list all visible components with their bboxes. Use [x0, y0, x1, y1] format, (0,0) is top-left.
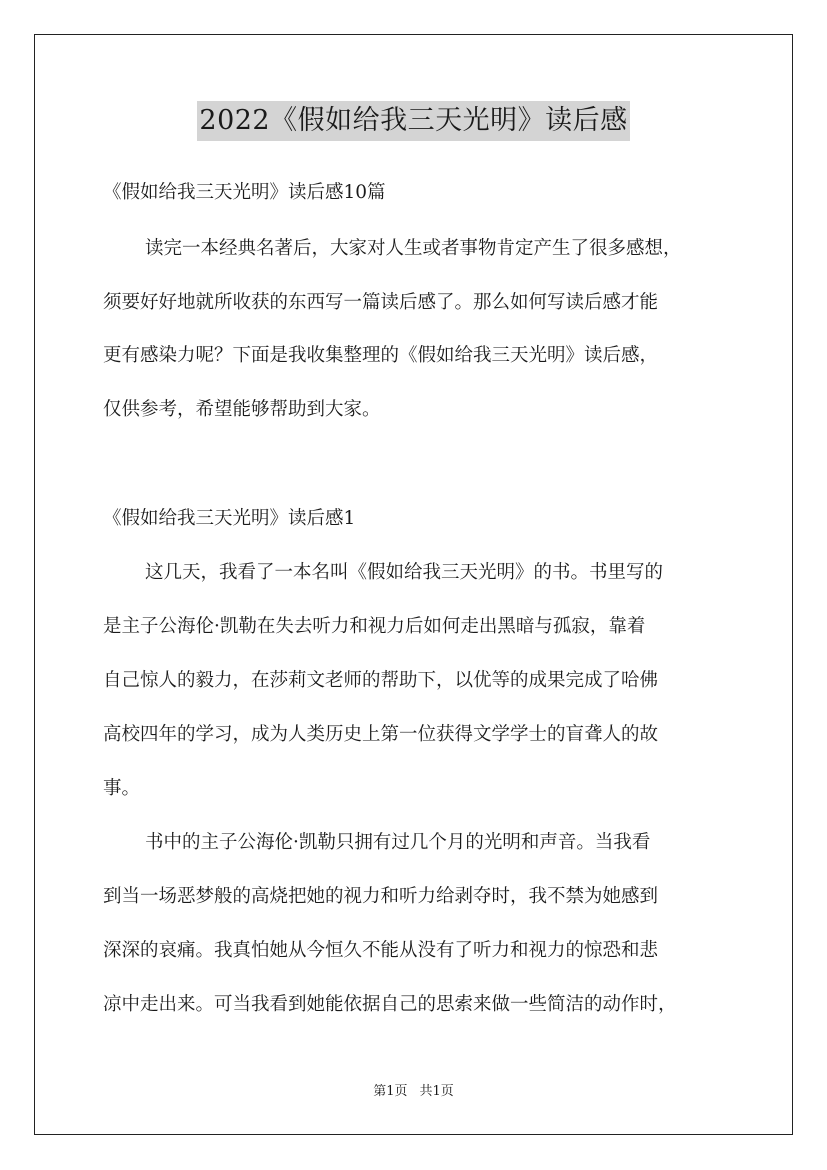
paragraph-line: 书中的主子公海伦·凯勒只拥有过几个月的光明和声音。当我看 — [145, 832, 651, 853]
page-total: 共1页 — [419, 1084, 454, 1099]
paragraph-line: 凉中走出来。可当我看到她能依据自己的思索来做一些简洁的动作时， — [103, 994, 677, 1015]
paragraph-line: 深深的哀痛。我真怕她从今恒久不能从没有了听力和视力的惊恐和悲 — [103, 940, 659, 961]
title-container — [0, 101, 827, 141]
paragraph-line: 是主子公海伦·凯勒在失去听力和视力后如何走出黑暗与孤寂，靠着 — [103, 616, 646, 637]
page-footer — [0, 1083, 827, 1101]
subtitle: 《假如给我三天光明》读后感10篇 — [103, 182, 386, 203]
intro-line: 读完一本经典名著后，大家对人生或者事物肯定产生了很多感想， — [145, 238, 682, 259]
paragraph-line: 自己惊人的毅力，在莎莉文老师的帮助下，以优等的成果完成了哈佛 — [103, 670, 659, 691]
paragraph-line: 到当一场恶梦般的高烧把她的视力和听力给剥夺时，我不禁为她感到 — [103, 886, 659, 907]
intro-line: 仅供参考，希望能够帮助到大家。 — [103, 399, 381, 420]
document-title: 2022《假如给我三天光明》读后感 — [197, 101, 629, 141]
intro-line: 更有感染力呢？下面是我收集整理的《假如给我三天光明》读后感， — [103, 345, 659, 366]
paragraph-line: 这几天，我看了一本名叫《假如给我三天光明》的书。书里写的 — [145, 562, 664, 583]
paragraph-line: 事。 — [103, 778, 141, 799]
section-heading: 《假如给我三天光明》读后感1 — [103, 508, 356, 529]
page-number: 第1页 — [373, 1084, 408, 1099]
intro-line: 须要好好地就所收获的东西写一篇读后感了。那么如何写读后感才能 — [103, 292, 659, 313]
paragraph-line: 高校四年的学习，成为人类历史上第一位获得文学学士的盲聋人的故 — [103, 724, 659, 745]
